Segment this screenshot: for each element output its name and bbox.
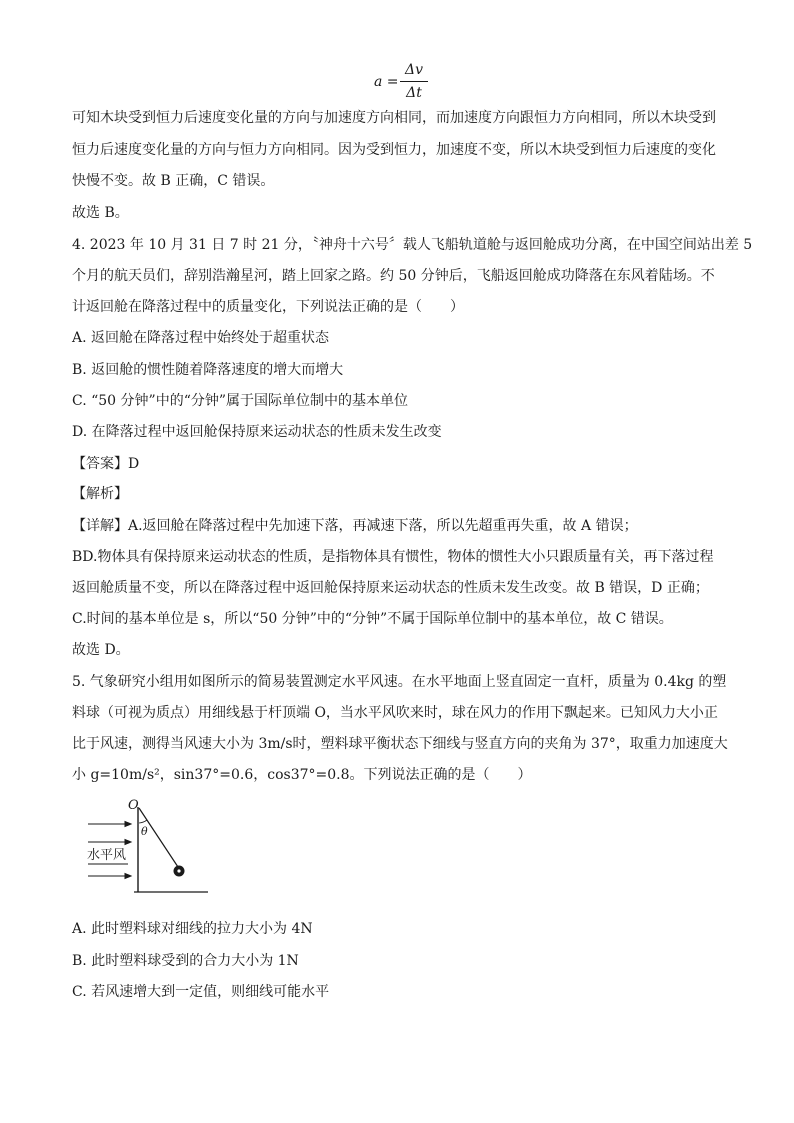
detail-line: BD.物体具有保持原来运动状态的性质，是指物体具有惯性，物体的惯性大小只跟质量有关，再下落过程 [72,549,714,565]
detail-line: 返回舱质量不变，所以在降落过程中返回舱保持原来运动状态的性质未发生改变。故 B 错误，D 正确； [72,580,709,596]
formula-numerator: Δv [404,62,424,78]
question-5-stem: 5. 气象研究小组用如图所示的简易装置测定水平风速。在水平地面上竖直固定一直杆，质量为 0.4kg 的塑 [72,674,727,690]
text-line: 故选 D。 [72,642,130,658]
q5-option-c: C. 若风速增大到一定值，则细线可能水平 [72,984,330,1000]
option-b: B. 返回舱的惯性随着降落速度的增大而增大 [72,362,344,378]
wind-apparatus-figure [84,797,224,897]
text-line: 故选 B。 [72,205,129,221]
point-o-label: O [128,798,139,813]
detail-line: C.时间的基本单位是 s，所以“50 分钟”中的“分钟”不属于国际单位制中的基本单位，故 C 错误。 [72,611,673,627]
option-c: C. “50 分钟”中的“分钟”属于国际单位制中的基本单位 [72,393,409,409]
fraction-bar [400,81,428,82]
text-line: 恒力后速度变化量的方向与恒力方向相同。因为受到恒力，加速度不变，所以木块受到恒力后速度的变化 [72,142,716,158]
text-line: 料球（可视为质点）用细线悬于杆顶端 O，当水平风吹来时，球在风力的作用下飘起来。已知风力大小正 [72,705,718,721]
text-line: 可知木块受到恒力后速度变化量的方向与加速度方向相同，而加速度方向跟恒力方向相同，所以木块受到 [72,110,716,126]
angle-arc [139,820,147,823]
q5-option-a: A. 此时塑料球对细线的拉力大小为 4N [72,921,313,937]
text-line: 计返回舱在降落过程中的质量变化，下列说法正确的是（ ） [72,299,464,315]
option-d: D. 在降落过程中返回舱保持原来运动状态的性质未发生改变 [72,424,442,440]
option-a: A. 返回舱在降落过程中始终处于超重状态 [72,330,330,346]
question-4-stem: 4. 2023 年 10 月 31 日 7 时 21 分，〝神舟十六号〞载人飞船轨道舱与返回舱成功分离，在中国空间站出差 5 [72,237,753,253]
answer-label: 【答案】D [72,456,140,472]
formula-denominator: Δt [406,85,422,101]
text-line: 个月的航天员们，辞别浩瀚星河，踏上回家之路。约 50 分钟后，飞船返回舱成功降落在东风着陆场。不 [72,268,715,284]
formula-lhs: a = [374,74,399,90]
formula-fraction [400,60,428,103]
q5-option-b: B. 此时塑料球受到的合力大小为 1N [72,953,299,969]
analysis-label: 【解析】 [72,486,128,502]
wind-label: 水平风 [87,848,127,863]
detail-line: 【详解】A.返回舱在降落过程中先加速下落，再减速下落，所以先超重再失重，故 A 错误； [72,518,638,534]
text-line: 比于风速，测得当风速大小为 3m/s时，塑料球平衡状态下细线与竖直方向的夹角为 37°，取重力加速度大 [72,736,728,752]
text-line: 快慢不变。故 B 正确，C 错误。 [72,173,275,189]
acceleration-formula [374,60,444,104]
angle-theta-label: θ [141,825,148,838]
text-line: 小 g=10m/s²，sin37°=0.6，cos37°=0.8。下列说法正确的是（ ） [72,767,532,783]
